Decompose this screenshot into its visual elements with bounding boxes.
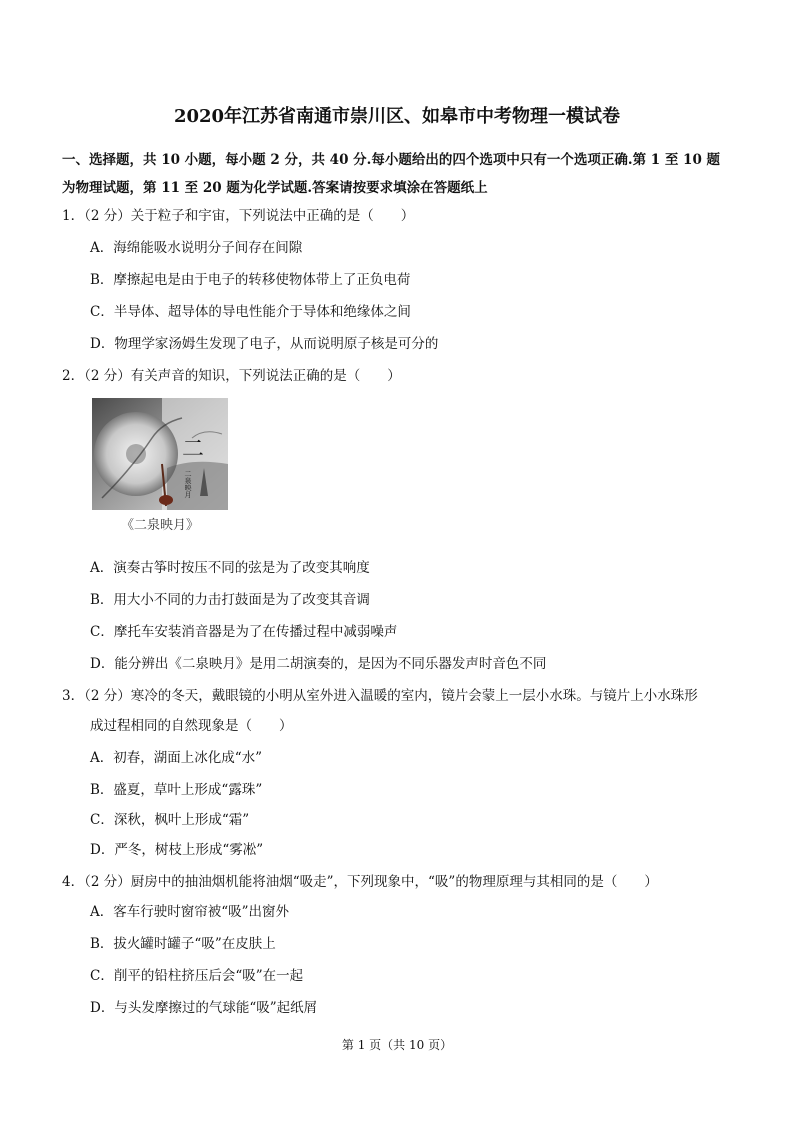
question-4-option-c: C．削平的铅柱挤压后会“吸”在一起 bbox=[90, 968, 304, 984]
erhu-body bbox=[159, 495, 173, 505]
question-2-option-c: C．摩托车安装消音器是为了在传播过程中减弱噪声 bbox=[90, 624, 398, 640]
question-3-stem-line-2: 成过程相同的自然现象是（ ） bbox=[90, 718, 293, 734]
question-4-option-d: D．与头发摩擦过的气球能“吸”起纸屑 bbox=[90, 1000, 318, 1016]
question-1-option-a: A．海绵能吸水说明分子间存在间隙 bbox=[90, 240, 303, 256]
question-3-option-c: C．深秋，枫叶上形成“霜” bbox=[90, 812, 250, 828]
question-3-option-d: D．严冬，树枝上形成“雾凇” bbox=[90, 842, 264, 858]
ink-painting-image bbox=[92, 398, 228, 510]
question-4-option-a: A．客车行驶时窗帘被“吸”出窗外 bbox=[90, 904, 290, 920]
question-1-option-d: D．物理学家汤姆生发现了电子，从而说明原子核是可分的 bbox=[90, 336, 439, 352]
question-3-option-a: A．初春，湖面上冰化成“水” bbox=[90, 750, 263, 766]
section-line-1: 一、选择题，共 10 小题，每小题 2 分，共 40 分.每小题给出的四个选项中只有一个选项正确.第 1 至 10 题 bbox=[62, 152, 721, 168]
question-4-option-b: B．拔火罐时罐子“吸”在皮肤上 bbox=[90, 936, 276, 952]
figure-caption: 《二泉映月》 bbox=[120, 518, 199, 533]
section-instructions bbox=[62, 146, 742, 202]
question-2-option-b: B．用大小不同的力击打鼓面是为了改变其音调 bbox=[90, 592, 370, 608]
erquan-yingyue-figure bbox=[92, 398, 228, 510]
figure-char-er: 二 bbox=[182, 437, 205, 462]
question-3-stem-line-1: 3．（2 分）寒冷的冬天，戴眼镜的小明从室外进入温暖的室内，镜片会蒙上一层小水珠。与镜片上小水珠形 bbox=[62, 688, 698, 704]
question-1-stem: 1．（2 分）关于粒子和宇宙，下列说法中正确的是（ ） bbox=[62, 208, 415, 224]
page-footer: 第 1 页（共 10 页） bbox=[341, 1038, 453, 1052]
figure-vertical-title: 二泉映月 bbox=[184, 470, 192, 498]
question-2-option-d: D．能分辨出《二泉映月》是用二胡演奏的，是因为不同乐器发声时音色不同 bbox=[90, 656, 547, 672]
question-2-stem: 2．（2 分）有关声音的知识，下列说法正确的是（ ） bbox=[62, 368, 401, 384]
question-1-option-b: B．摩擦起电是由于电子的转移使物体带上了正负电荷 bbox=[90, 272, 411, 288]
question-3-option-b: B．盛夏，草叶上形成“露珠” bbox=[90, 782, 263, 798]
question-4-stem: 4．（2 分）厨房中的抽油烟机能将油烟“吸走”，下列现象中，“吸”的物理原理与其相同的是（ ） bbox=[62, 874, 658, 890]
exam-title: 2020年江苏省南通市崇川区、如皋市中考物理一模试卷 bbox=[173, 106, 621, 127]
question-1-option-c: C．半导体、超导体的导电性能介于导体和绝缘体之间 bbox=[90, 304, 411, 320]
question-2-option-a: A．演奏古筝时按压不同的弦是为了改变其响度 bbox=[90, 560, 370, 576]
section-line-2: 为物理试题，第 11 至 20 题为化学试题.答案请按要求填涂在答题纸上 bbox=[62, 180, 488, 196]
